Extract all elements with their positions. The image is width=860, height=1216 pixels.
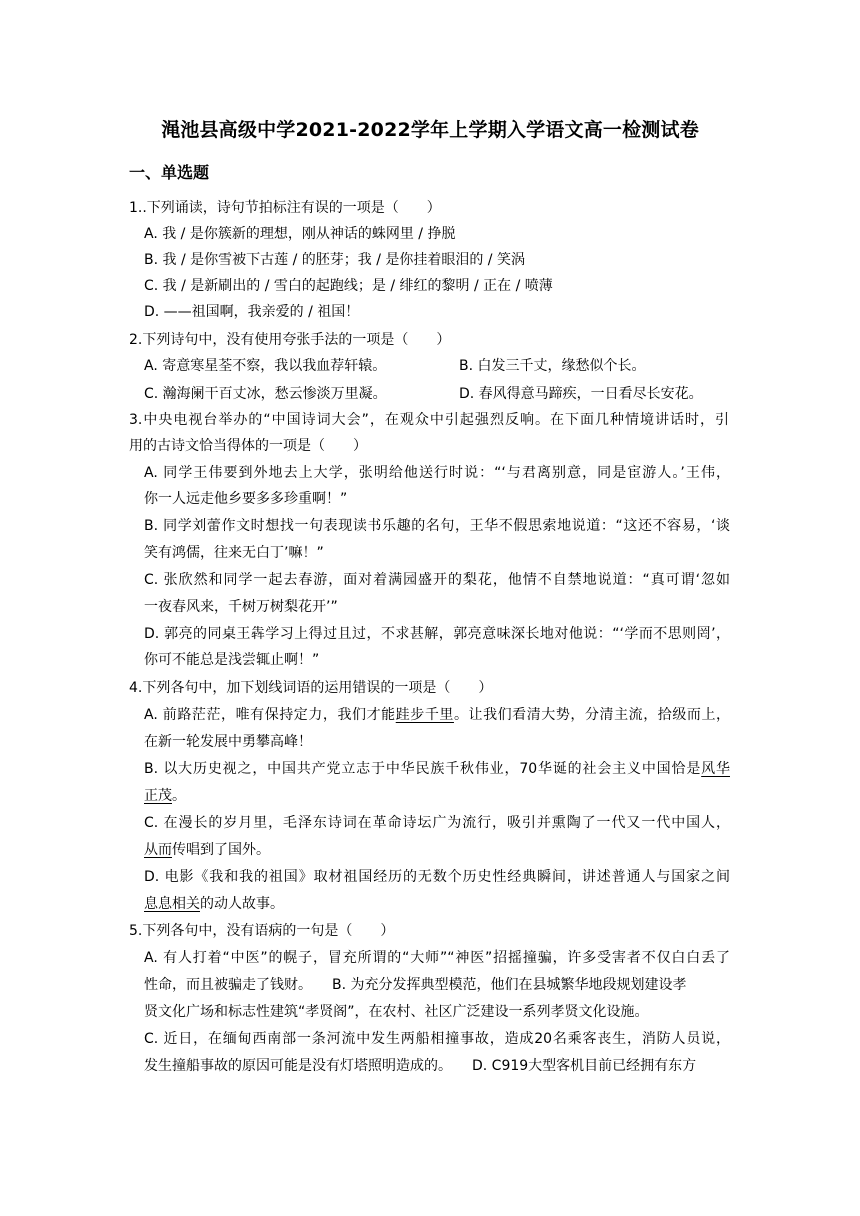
underlined-term: 正茂 <box>144 788 172 804</box>
question-4-option-b-line-2 <box>144 786 186 806</box>
question-3-option-c-line-1: C. 张欣然和同学一起去春游，面对着满园盛开的梨花，他情不自禁地说道：“真可谓‘忽如 <box>144 572 730 588</box>
question-2-option-a: A. 寄意寒星荃不察，我以我血荐轩辕。 <box>144 358 387 374</box>
question-5-option-d-line-1: D. C919大型客机目前已经拥有东方 <box>472 1058 697 1074</box>
option-text: 发生撞船事故的原因可能是没有灯塔照明造成的。 <box>144 1058 452 1074</box>
option-text: A. 前路茫茫，唯有保持定力，我们才能 <box>144 707 396 723</box>
question-3-option-b-line-1: B. 同学刘蕾作文时想找一句表现读书乐趣的名句，王华不假思索地说道：“这还不容易，‘谈 <box>144 518 730 534</box>
underlined-term: 从而 <box>144 842 172 858</box>
question-4-option-a-line-2: 在新一轮发展中勇攀高峰！ <box>144 734 312 750</box>
question-1-stem: 1..下列诵读，诗句节拍标注有误的一项是（ ） <box>129 200 441 216</box>
page-title: 渑池县高级中学2021-2022学年上学期入学语文高一检测试卷 <box>161 119 699 141</box>
option-text: 。 <box>172 788 186 804</box>
question-5-option-c-line-1: C. 近日，在缅甸西南部一条河流中发生两船相撞事故，造成20名乘客丧生，消防人员说， <box>144 1031 730 1047</box>
option-text: 的动人故事。 <box>200 896 284 912</box>
question-3-option-b-line-2: 笑有鸿儒，往来无白丁’嘛！” <box>144 545 324 561</box>
question-5-option-a-line-1: A. 有人打着“中医”的幌子，冒充所谓的“大师”“神医”招摇撞骗，许多受害者不仅白白丢了 <box>144 950 730 966</box>
question-3-option-c-line-2: 一夜春风来，千树万树梨花开’” <box>144 599 338 615</box>
question-4-option-c-line-1: C. 在漫长的岁月里，毛泽东诗词在革命诗坛广为流行，吸引并熏陶了一代又一代中国人， <box>144 815 730 831</box>
question-3-stem-line-2: 用的古诗文恰当得体的一项是（ ） <box>129 438 367 454</box>
question-1-option-a: A. 我 / 是你簇新的理想，刚从神话的蛛网里 / 挣脱 <box>144 226 456 242</box>
option-text: 。让我们看清大势，分清主流，拾级而上， <box>453 707 730 723</box>
question-3-option-a-line-2: 你一人远走他乡要多多珍重啊！” <box>144 491 348 507</box>
question-2-option-d: D. 春风得意马蹄疾，一日看尽长安花。 <box>459 386 703 402</box>
underlined-term: 跬步千里 <box>395 707 454 723</box>
question-4-option-d-line-2 <box>144 894 284 914</box>
question-2-stem: 2.下列诗句中，没有使用夸张手法的一项是（ ） <box>129 332 451 348</box>
question-3-option-d-line-1: D. 郭亮的同桌王犇学习上得过且过，不求甚解，郭亮意味深长地对他说：“‘学而不思则罔’， <box>144 626 730 642</box>
question-2-option-c: C. 瀚海阑干百丈冰，愁云惨淡万里凝。 <box>144 386 387 402</box>
question-5-stem: 5.下列各句中，没有语病的一句是（ ） <box>129 923 395 939</box>
question-4-option-c-line-2 <box>144 840 270 860</box>
question-4-stem: 4.下列各句中，加下划线词语的运用错误的一项是（ ） <box>129 680 493 696</box>
question-2-option-b: B. 白发三千丈，缘愁似个长。 <box>459 358 646 374</box>
section-heading: 一、单选题 <box>129 163 210 182</box>
question-3-option-d-line-2: 你可不能总是浅尝辄止啊！” <box>144 652 320 668</box>
question-3-stem-line-1: 3.中央电视台举办的“中国诗词大会”，在观众中引起强烈反响。在下面几种情境讲话时，引 <box>129 412 729 428</box>
option-text: 性命，而且被骗走了钱财。 <box>144 977 312 993</box>
option-text: B. 以大历史视之，中国共产党立志于中华民族千秋伟业，70华诞的社会主义中国恰是 <box>144 761 702 777</box>
question-5-option-a-line-2 <box>144 975 687 995</box>
question-4-option-a-line-1 <box>144 705 730 725</box>
question-1-option-d: D. ——祖国啊，我亲爱的 / 祖国！ <box>144 304 360 320</box>
question-5-option-b-line-1: B. 为充分发挥典型模范，他们在县城繁华地段规划建设孝 <box>332 977 687 993</box>
question-5-option-b-line-2: 贤文化广场和标志性建筑“孝贤阁”，在农村、社区广泛建设一系列孝贤文化设施。 <box>144 1004 649 1020</box>
question-4-option-d-line-1: D. 电影《我和我的祖国》取材祖国经历的无数个历史性经典瞬间，讲述普通人与国家之间 <box>144 869 730 885</box>
question-1-option-c: C. 我 / 是新刷出的 / 雪白的起跑线；是 / 绯红的黎明 / 正在 / 喷薄 <box>144 278 553 294</box>
underlined-term: 息息相关 <box>144 896 200 912</box>
question-3-option-a-line-1: A. 同学王伟要到外地去上大学，张明给他送行时说：“‘与君离别意，同是宦游人。’王伟， <box>144 465 730 481</box>
question-5-option-c-line-2 <box>144 1056 696 1076</box>
underlined-term: 风华 <box>701 761 730 777</box>
question-4-option-b-line-1 <box>144 759 730 779</box>
question-1-option-b: B. 我 / 是你雪被下古莲 / 的胚芽；我 / 是你挂着眼泪的 / 笑涡 <box>144 252 525 268</box>
option-text: 传唱到了国外。 <box>172 842 270 858</box>
